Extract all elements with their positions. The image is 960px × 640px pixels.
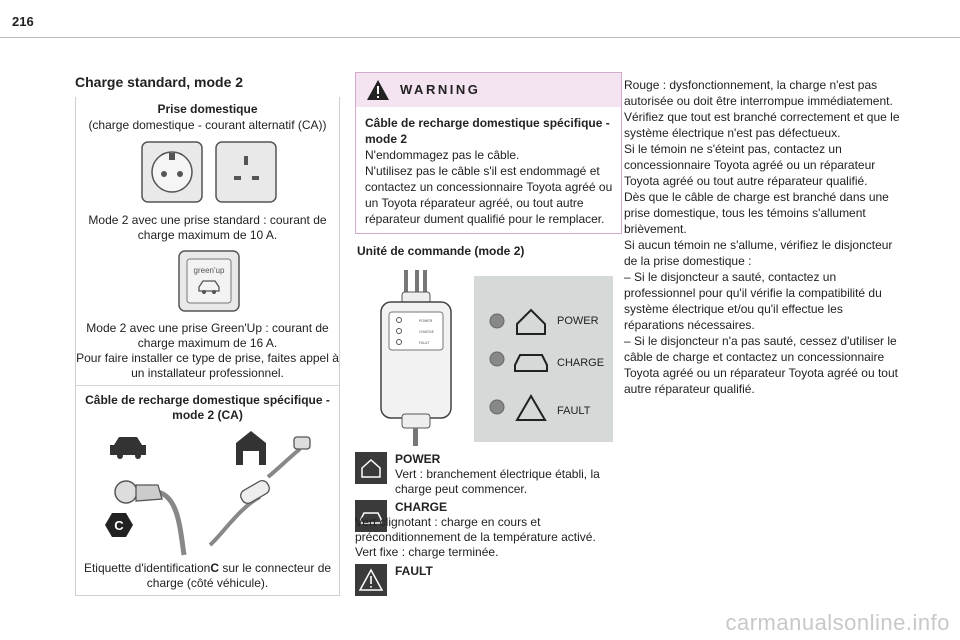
panel-label-power: POWER <box>557 315 599 327</box>
header-rule <box>0 37 960 38</box>
charge-title: CHARGE <box>395 500 448 514</box>
domestic-title: Prise domestique <box>157 102 258 116</box>
identification-caption: Etiquette d'identificationC sur le connecteur de charge (côté véhicule). <box>83 561 332 590</box>
control-unit-title: Unité de commande (mode 2) <box>357 244 525 258</box>
domestic-subtitle: (charge domestique - courant alternatif (CA)) <box>88 118 327 132</box>
greenup-socket-icon <box>177 249 241 313</box>
watermark: carmanualsonline.info <box>725 610 950 635</box>
warning-box <box>355 72 622 234</box>
warning-bold: Câble de recharge domestique spécifique - mode 2 <box>365 116 610 146</box>
warning-body <box>365 115 615 227</box>
fault-title: FAULT <box>395 564 433 578</box>
standard-caption: Mode 2 avec une prise standard : courant de charge maximum de 10 A. <box>88 213 327 242</box>
page-number: 216 <box>12 14 34 29</box>
warning-header <box>356 73 621 107</box>
greenup-caption-2: Pour faire installer ce type de prise, faites appel à un installateur professionnel. <box>76 351 339 380</box>
french-socket-icon <box>142 142 202 202</box>
device-label-power: POWER <box>419 319 433 323</box>
cable-title: Câble de recharge domestique spécifique - mode 2 (CA) <box>85 393 330 422</box>
control-unit-device <box>381 270 451 446</box>
control-unit-illustration <box>357 270 613 446</box>
car-icon <box>110 437 146 459</box>
standard-sockets-illustration <box>140 140 280 204</box>
house-icon <box>236 431 266 465</box>
power-title: POWER <box>395 452 441 466</box>
device-label-fault: FAULT <box>419 341 430 345</box>
panel-label-charge: CHARGE <box>557 357 605 369</box>
device-label-charge: CHARGE <box>419 330 434 334</box>
identification-c-icon <box>105 513 133 537</box>
divider <box>76 385 339 386</box>
panel-label-fault: FAULT <box>557 405 591 417</box>
charging-cable-illustration <box>100 427 320 557</box>
greenup-caption-1: Mode 2 avec une prise Green'Up : courant de charge maximum de 16 A. <box>86 321 329 350</box>
section-title: Charge standard, mode 2 <box>75 74 244 90</box>
control-unit-panel <box>474 276 613 442</box>
fault-description: Rouge : dysfonctionnement, la charge n'est pas autorisée ou doit être interrompue immédiatement. Vérifiez que tout est branché correctement et que le système électrique n'est pas défectueux. Si le témoin ne s'éteint pas, contactez un concessionnaire Toyota agréé ou un réparateur Toyota agréé ou tout autre réparateur qualifié. Dès que le câble de charge est branché dans une prise domestique, tous les témoins s'allument brièvement. Si aucun témoin ne s'allume, vérifiez le disjoncteur de la prise domestique : – Si le disjoncteur a sauté, contactez un professionnel pour qu'il vérifie la compatibilité du système électrique et/ou qu'il effectue les réparations nécessaires. – Si le disjoncteur n'a pas sauté, cessez d'utiliser le câble de charge et contactez un concessionnaire Toyota agréé ou un réparateur Toyota agréé ou tout autre réparateur qualifié. <box>624 78 900 396</box>
warning-title: WARNING <box>400 82 481 97</box>
power-text: Vert : branchement électrique établi, la charge peut commencer. <box>395 467 600 496</box>
greenup-logo-text: green'up <box>193 266 225 275</box>
warning-triangle-icon <box>366 79 390 101</box>
c-label: C <box>114 518 124 533</box>
warning-text: N'endommagez pas le câble. N'utilisez pas le câble s'il est endommagé et contactez un concessionnaire Toyota agréé ou un Toyota réparateur agréé, ou tout autre réparateur dument qualifié pour le remplacer. <box>365 148 613 226</box>
domestic-charge-box <box>75 97 340 596</box>
charge-text: Vert clignotant : charge en cours et préconditionnement de la température activé. Vert fixe : charge terminée. <box>355 515 596 559</box>
uk-socket-icon <box>216 142 276 202</box>
